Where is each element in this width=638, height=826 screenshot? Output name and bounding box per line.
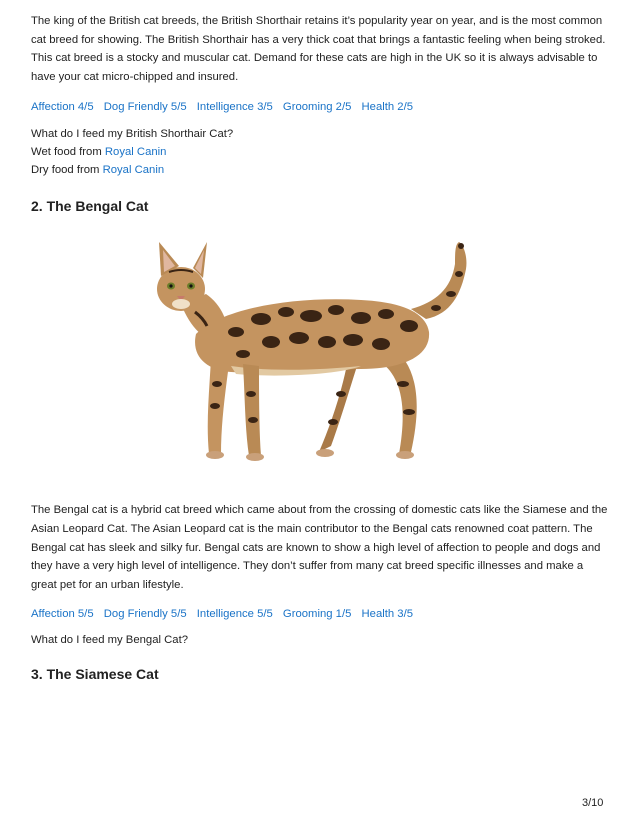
feed-question: What do I feed my British Shorthair Cat?: [31, 128, 234, 141]
bengal-cat-image: [31, 234, 611, 484]
bengal-heading: 2. The Bengal Cat: [31, 198, 149, 215]
rating-grooming[interactable]: Grooming 2/5: [282, 101, 352, 114]
rating-affection[interactable]: Affection 5/5: [31, 608, 94, 621]
bengal-cat-illustration: [31, 234, 611, 484]
dry-food-line: [31, 161, 611, 179]
rating-health[interactable]: Health 3/5: [361, 608, 414, 621]
rating-intelligence[interactable]: Intelligence 3/5: [196, 101, 273, 114]
rating-intelligence[interactable]: Intelligence 5/5: [196, 608, 273, 621]
bengal-description: The Bengal cat is a hybrid cat breed which came about from the crossing of domestic cats like the Siamese and the Asian Leopard Cat. The Asian Leopard cat is the main contributor to the Bengal cats renowned coat pattern. The Bengal cat has sleek and silky fur. Bengal cats are known to show a high level of affection to people and dogs and they have a very high level of intelligence. They don’t suffer from many cat breed specific illnesses and make a great pet for an urban lifestyle.: [31, 504, 608, 591]
dry-food-link[interactable]: Royal Canin: [102, 164, 165, 177]
bengal-feed-question: What do I feed my Bengal Cat?: [31, 634, 188, 647]
page-content: [31, 12, 611, 682]
page-number: 3/10: [582, 797, 604, 809]
rating-health[interactable]: Health 2/5: [361, 101, 414, 114]
rating-dog-friendly[interactable]: Dog Friendly 5/5: [103, 101, 187, 114]
bengal-ratings: [31, 605, 611, 623]
wet-food-link[interactable]: Royal Canin: [104, 146, 167, 159]
shorthair-feed-section: [31, 125, 611, 179]
shorthair-ratings: [31, 98, 611, 116]
wet-food-line: [31, 143, 611, 161]
siamese-heading: 3. The Siamese Cat: [31, 666, 159, 683]
dry-food-label: Dry food from: [31, 164, 103, 177]
rating-affection[interactable]: Affection 4/5: [31, 101, 94, 114]
cat-body: [157, 242, 466, 461]
rating-grooming[interactable]: Grooming 1/5: [282, 608, 352, 621]
shorthair-description: The king of the British cat breeds, the British Shorthair retains it’s popularity year on year, and is the most common cat breed for showing. The British Shorthair has a very thick coat that brings a fantastic feeling when being stroked. This cat breed is a stocky and muscular cat. Demand for these cats are high in the UK so it is always advisable to have your cat micro-chipped and insured.: [31, 15, 606, 83]
rating-dog-friendly[interactable]: Dog Friendly 5/5: [103, 608, 187, 621]
wet-food-label: Wet food from: [31, 146, 105, 159]
